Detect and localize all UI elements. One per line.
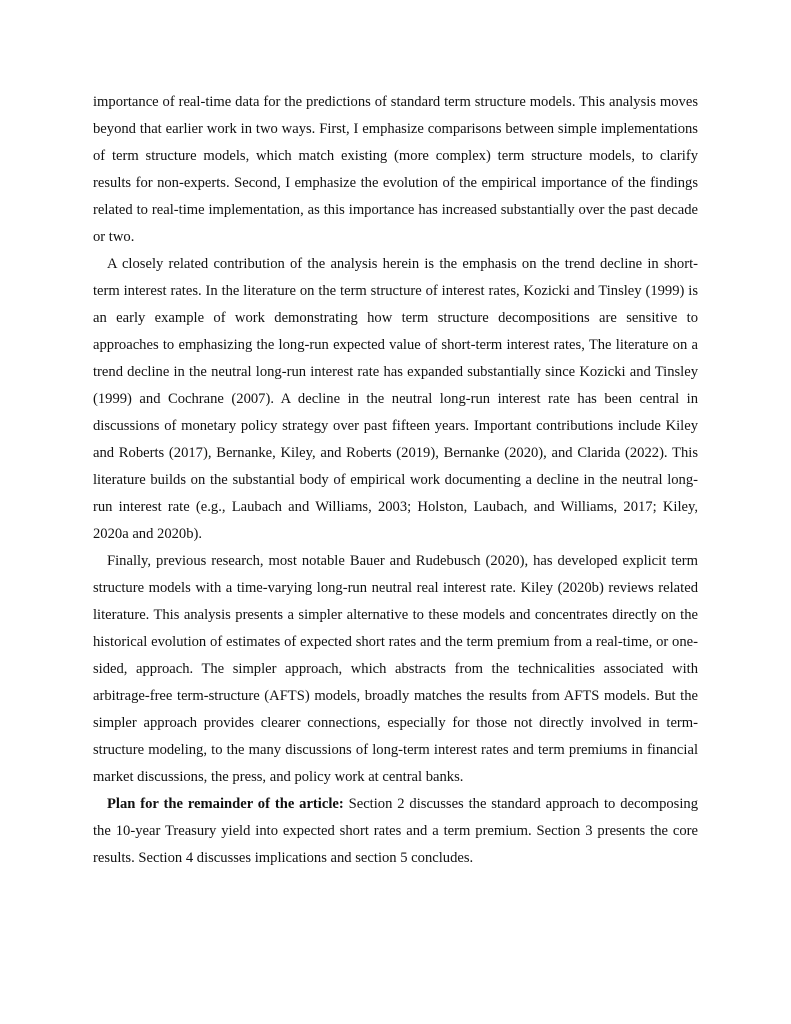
plan-heading: Plan for the remainder of the article: xyxy=(107,796,344,812)
paragraph-continuation: importance of real-time data for the predictions of standard term structure models. This analysis moves beyond that earlier work in two ways. First, I emphasize comparisons between simple implementations of term structure models, which match existing (more complex) term structure models, to clarify results for non-experts. Second, I emphasize the evolution of the empirical importance of the findings related to real-time implementation, as this importance has increased substantially over the past decade or two. xyxy=(93,94,698,245)
paragraph-previous-research: Finally, previous research, most notable Bauer and Rudebusch (2020), has developed explicit term structure models with a time-varying long-run neutral real interest rate. Kiley (2020b) reviews related literature. This analysis presents a simpler alternative to these models and concentrates directly on the historical evolution of estimates of expected short rates and the term premium from a real-time, or one-sided, approach. The simpler approach, which abstracts from the technicalities associated with arbitrage-free term-structure (AFTS) models, broadly matches the results from AFTS models. But the simpler approach provides clearer connections, especially for those not directly involved in term-structure modeling, to the many discussions of long-term interest rates and term premiums in financial market discussions, the press, and policy work at central banks. xyxy=(93,553,698,785)
paragraph-plan xyxy=(93,791,698,872)
plan-text: Section 2 discusses the standard approach to decomposing the 10-year Treasury yield into expected short rates and a term premium. Section 3 presents the core results. Section 4 discusses implications and section 5 concludes. xyxy=(93,796,699,866)
document-body xyxy=(93,89,698,872)
paragraph-related-contribution: A closely related contribution of the analysis herein is the emphasis on the trend decline in short-term interest rates. In the literature on the term structure of interest rates, Kozicki and Tinsley (1999) is an early example of work demonstrating how term structure decompositions are sensitive to approaches to emphasizing the long-run expected value of short-term interest rates, The literature on a trend decline in the neutral long-run interest rate has expanded substantially since Kozicki and Tinsley (1999) and Cochrane (2007). A decline in the neutral long-run interest rate has been central in discussions of monetary policy strategy over past fifteen years. Important contributions include Kiley and Roberts (2017), Bernanke, Kiley, and Roberts (2019), Bernanke (2020), and Clarida (2022). This literature builds on the substantial body of empirical work documenting a decline in the neutral long-run interest rate (e.g., Laubach and Williams, 2003; Holston, Laubach, and Williams, 2017; Kiley, 2020a and 2020b). xyxy=(93,256,698,542)
